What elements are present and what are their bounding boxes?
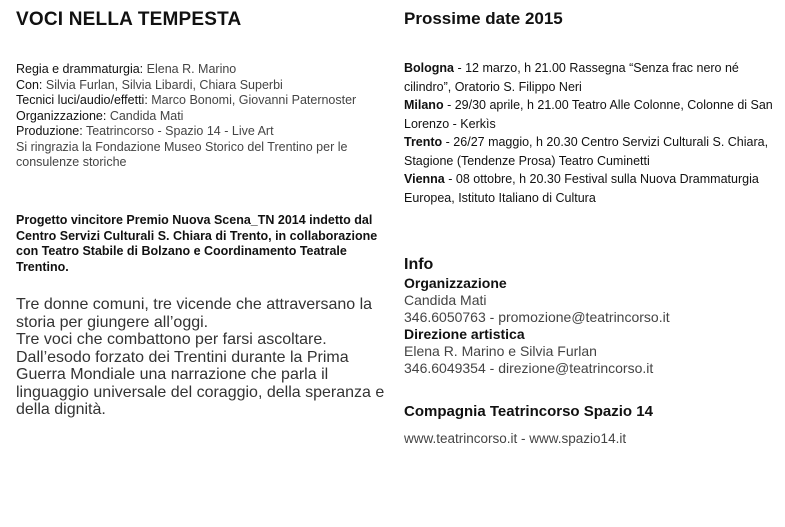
org-heading: Organizzazione — [404, 275, 507, 291]
credit-line: Si ringrazia la Fondazione Museo Storico del Trentino per le consulenze storiche — [16, 139, 348, 169]
date-city: Bologna — [404, 61, 454, 75]
org-name: Candida Mati — [404, 292, 487, 308]
art-name: Elena R. Marino e Silvia Furlan — [404, 343, 597, 359]
date-item: Vienna - 08 ottobre, h 20.30 Festival sulla Nuova Drammaturgia Europea, Istituto Italiano di Cultura — [404, 172, 759, 205]
credits-block — [16, 62, 386, 171]
credit-line: Tecnici luci/audio/effetti: Marco Bonomi, Giovanni Paternoster — [16, 93, 357, 107]
art-contact[interactable]: 346.6049354 - direzione@teatrincorso.it — [404, 360, 654, 376]
date-city: Vienna — [404, 172, 445, 186]
info-block — [404, 275, 670, 377]
dates-title: Prossime date 2015 — [404, 9, 563, 28]
date-item: Trento - 26/27 maggio, h 20.30 Centro Servizi Culturali S. Chiara, Stagione (Tendenze Prosa) Teatro Cuminetti — [404, 135, 769, 168]
art-heading: Direzione artistica — [404, 326, 525, 342]
show-title: VOCI NELLA TEMPESTA — [16, 9, 242, 30]
dates-list — [404, 59, 776, 207]
description-paragraph: Tre voci che combattono per farsi ascoltare. Dall’esodo forzato dei Trentini durante la Prima Guerra Mondiale una narrazione che parla il linguaggio universale del coraggio, della speranza e della dignità. — [16, 331, 385, 418]
credit-line: Con: Silvia Furlan, Silvia Libardi, Chiara Superbi — [16, 77, 283, 92]
description — [16, 296, 386, 419]
date-city: Trento — [404, 135, 443, 149]
info-title: Info — [404, 256, 434, 273]
company-name: Compagnia Teatrincorso Spazio 14 — [404, 403, 653, 420]
credit-line: Regia e drammaturgia: Elena R. Marino — [16, 62, 237, 76]
website-links[interactable]: www.teatrincorso.it - www.spazio14.it — [404, 431, 627, 446]
date-city: Milano — [404, 98, 444, 112]
credit-line: Organizzazione: Candida Mati — [16, 108, 184, 123]
credit-line: Produzione: Teatrincorso - Spazio 14 - Live Art — [16, 124, 274, 138]
date-item: Milano - 29/30 aprile, h 21.00 Teatro Alle Colonne, Colonne di San Lorenzo - Kerkìs — [404, 98, 773, 131]
project-note: Progetto vincitore Premio Nuova Scena_TN 2014 indetto dal Centro Servizi Culturali S. Chiara di Trento, in collaborazione con Teatro Stabile di Bolzano e Coordinamento Teatrale Trentino. — [16, 213, 378, 274]
org-contact[interactable]: 346.6050763 - promozione@teatrincorso.it — [404, 309, 670, 325]
description-paragraph: Tre donne comuni, tre vicende che attraversano la storia per giungere all’oggi. — [16, 296, 373, 331]
date-item: Bologna - 12 marzo, h 21.00 Rassegna “Senza frac nero né cilindro”, Oratorio S. Filippo Neri — [404, 61, 739, 94]
